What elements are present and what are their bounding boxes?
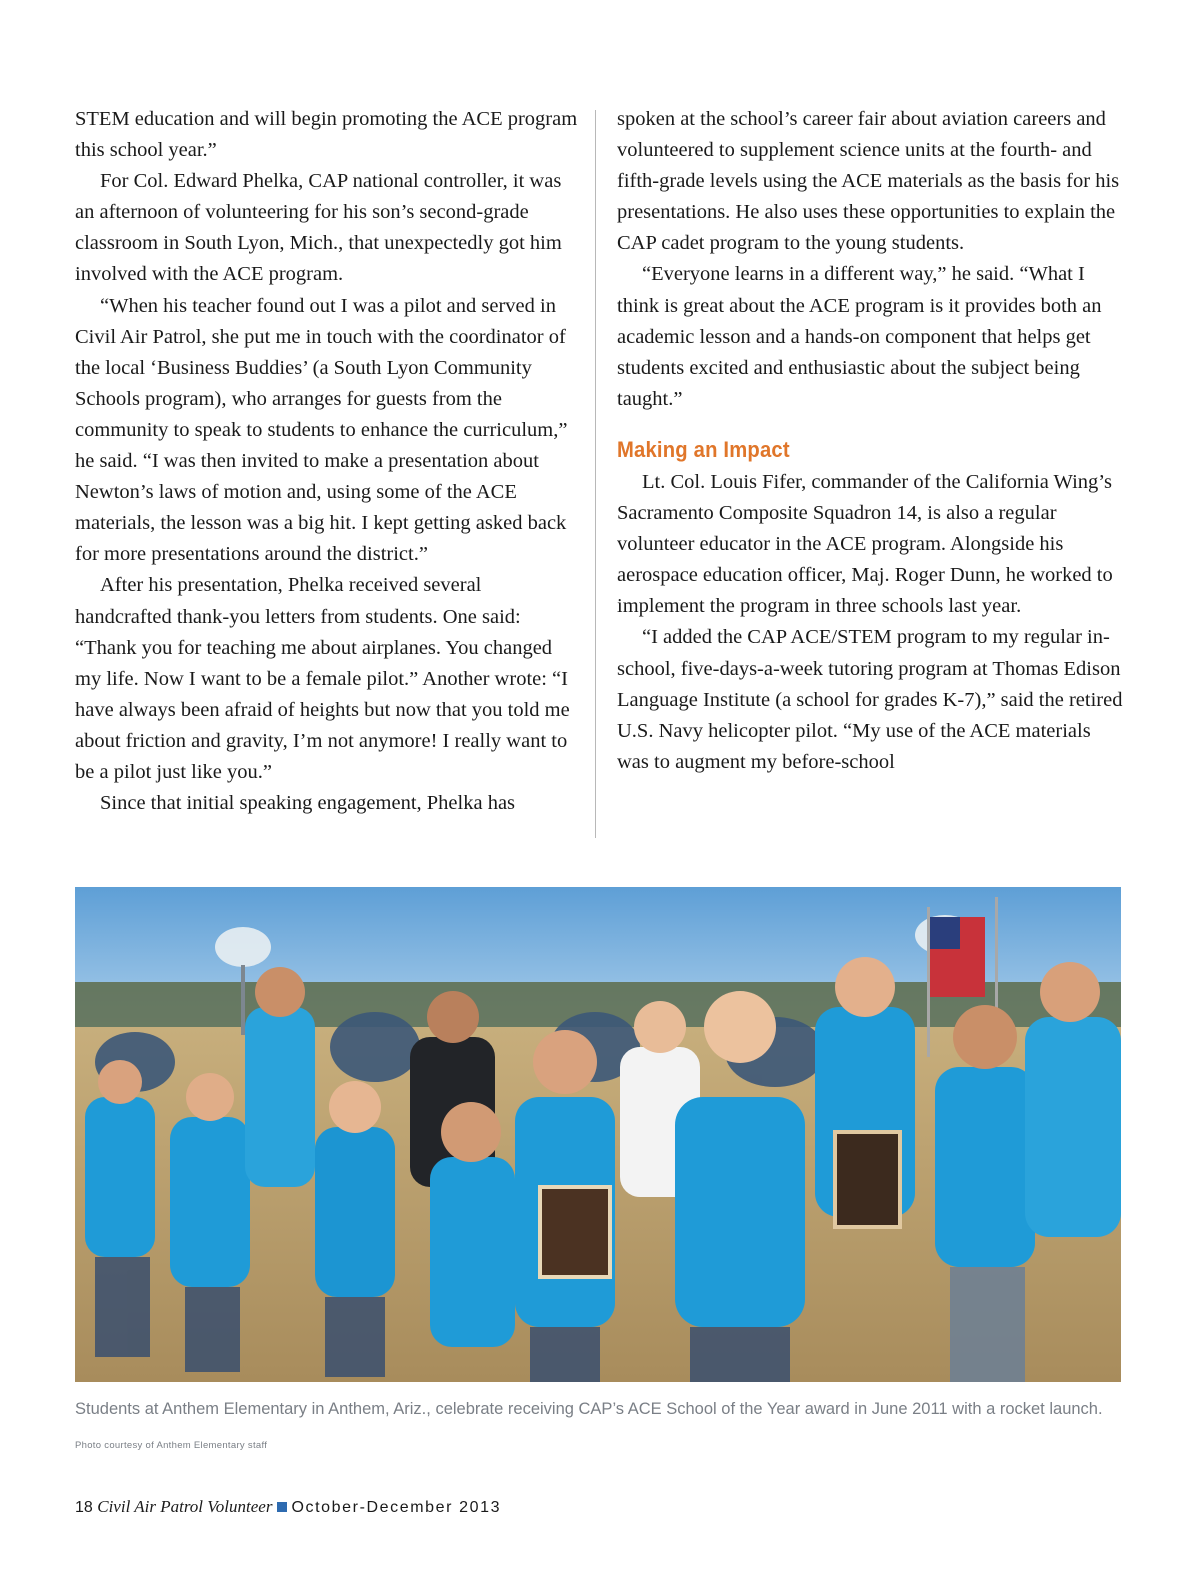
photo-credit: Photo courtesy of Anthem Elementary staff (75, 1440, 268, 1451)
left-column (75, 104, 583, 819)
page-footer (75, 1496, 501, 1519)
paragraph: Since that initial speaking engagement, Phelka has (100, 792, 516, 815)
paragraph: “When his teacher found out I was a pilot and served in Civil Air Patrol, she put me in touch with the coordinator of the local ‘Business Buddies’ (a South Lyon Community Schools program), who arranges for guests from the community to speak to students to enhance the curriculum,” he said. “I was then invited to make a presentation about Newton’s laws of motion and, using some of the ACE materials, the lesson was a big hit. I kept getting asked back for more presentations around the district.” (75, 294, 568, 566)
paragraph: Lt. Col. Louis Fifer, commander of the California Wing’s Sacramento Composite Squadron 14, is also a regular volunteer educator in the ACE program. Alongside his aerospace education officer, Maj. Roger Dunn, he worked to implement the program in three schools last year. (617, 470, 1113, 618)
photo-illustration (75, 887, 1121, 1382)
publication-name: Civil Air Patrol Volunteer (97, 1497, 273, 1516)
paragraph: For Col. Edward Phelka, CAP national controller, it was an afternoon of volunteering for his son’s second-grade classroom in South Lyon, Mich., that unexpectedly got him involved with the ACE program. (75, 170, 562, 286)
right-column (617, 104, 1125, 778)
paragraph: spoken at the school’s career fair about aviation careers and volunteered to supplement science units at the fourth- and fifth-grade levels using the ACE materials as the basis for his presentations. He also uses these opportunities to explain the CAP cadet program to the young students. (617, 108, 1120, 255)
students-rocket-launch-photo (75, 887, 1121, 1382)
photo-caption (75, 1392, 1121, 1463)
blue-square-icon (277, 1502, 287, 1512)
caption-text: Students at Anthem Elementary in Anthem, Ariz., celebrate receiving CAP’s ACE School of the Year award in June 2011 with a rocket launch. (75, 1400, 1103, 1418)
paragraph: “I added the CAP ACE/STEM program to my regular in-school, five-days-a-week tutoring program at Thomas Edison Language Institute (a school for grades K-7),” said the retired U.S. Navy helicopter pilot. “My use of the ACE materials was to augment my before-school (617, 626, 1123, 773)
paragraph: “Everyone learns in a different way,” he said. “What I think is great about the ACE program is it provides both an academic lesson and a hands-on component that helps get students excited and enthusiastic about the subject being taught.” (617, 263, 1102, 410)
issue-date: October-December 2013 (291, 1499, 502, 1516)
section-heading: Making an Impact (617, 436, 790, 462)
page-number: 18 (75, 1499, 93, 1516)
paragraph: After his presentation, Phelka received several handcrafted thank-you letters from students. One said: “Thank you for teaching me about airplanes. You changed my life. Now I want to be a female pilot.” Another wrote: “I have always been afraid of heights but now that you told me about friction and gravity, I’m not anymore! I really want to be a pilot just like you.” (75, 574, 570, 783)
column-divider (595, 110, 596, 838)
paragraph: STEM education and will begin promoting the ACE program this school year.” (75, 108, 578, 162)
